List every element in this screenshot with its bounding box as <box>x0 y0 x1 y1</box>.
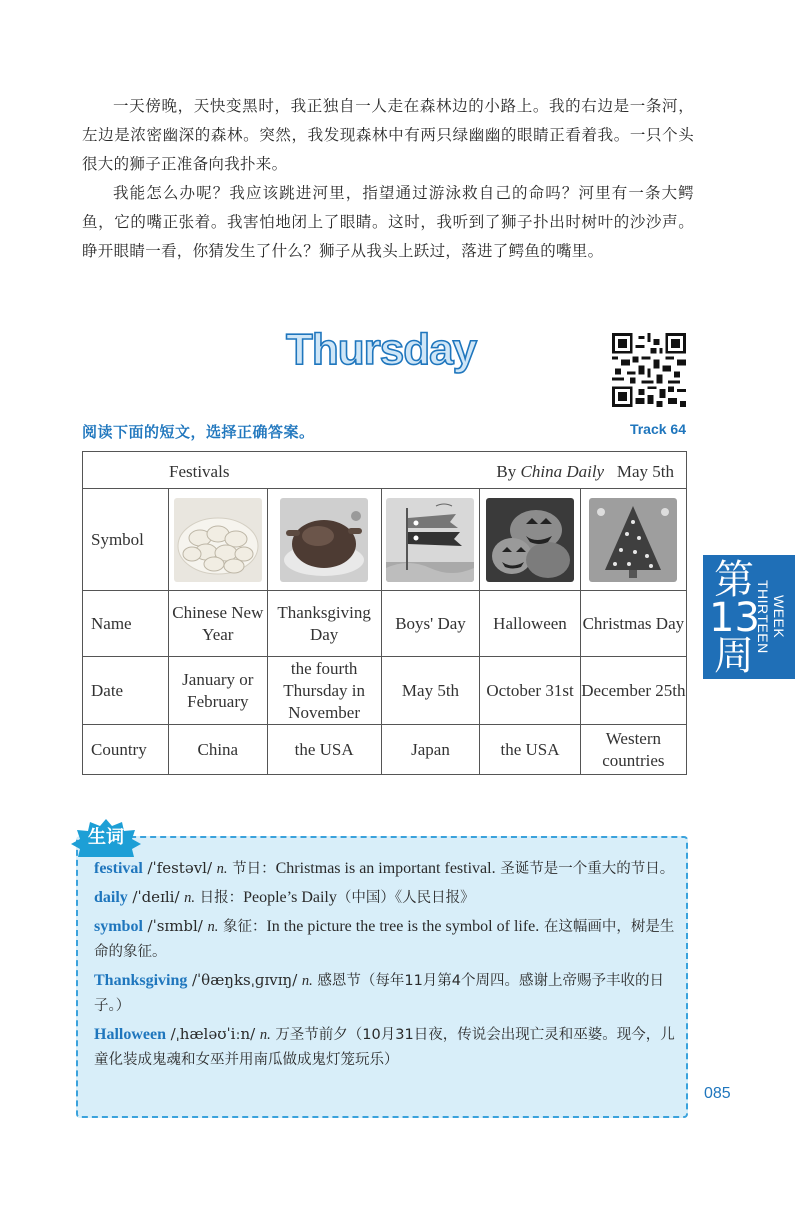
table-byline: By China Daily May 5th <box>496 462 674 481</box>
roast-turkey-icon <box>280 498 368 582</box>
vocab-example-en: Christmas is an important festival. <box>275 860 496 877</box>
row-label: Name <box>83 591 169 657</box>
vocab-word: daily <box>94 889 128 906</box>
vocab-pos: n. <box>216 861 228 877</box>
vocab-definition: 万圣节前夕（10月31日夜，传说会出现亡灵和巫婆。现今，儿童化装成鬼魂和女巫并用南瓜做成鬼灯笼玩乐） <box>94 1027 675 1068</box>
vocab-entry <box>94 968 680 1019</box>
vocab-example-en: In the picture the tree is the symbol of life. <box>266 918 540 935</box>
vocab-phonetic: /ˌhæləʊˈiːn/ <box>170 1025 256 1043</box>
vocab-word: Thanksgiving <box>94 972 188 989</box>
vocab-phonetic: /ˈsɪmbl/ <box>147 917 203 935</box>
vocab-definition: 感恩节（每年11月第4个周四。感谢上帝赐予丰收的日子。） <box>94 973 665 1014</box>
vocab-example-cn: 圣诞节是一个重大的节日。 <box>500 861 675 877</box>
vocab-entry <box>94 885 680 911</box>
symbol-cell <box>267 489 381 591</box>
section-title: Thursday <box>286 325 477 374</box>
symbol-cell <box>381 489 480 591</box>
byline-source: China Daily <box>520 462 605 481</box>
audio-track-label[interactable]: Track 64 <box>629 421 686 437</box>
table-header-cell <box>83 452 687 489</box>
table-cell: Japan <box>381 725 480 775</box>
page-number: 085 <box>704 1085 731 1102</box>
week-label-en: WEEK THIRTEEN <box>755 580 787 654</box>
qr-code-icon[interactable] <box>612 332 686 408</box>
table-header-row <box>83 452 687 489</box>
vocabulary-list <box>94 856 680 1076</box>
row-label: Date <box>83 657 169 725</box>
vocab-phonetic: /ˈfestəvl/ <box>147 859 213 877</box>
dumplings-icon <box>174 498 262 582</box>
vocab-word: festival <box>94 860 143 877</box>
vocab-word: Halloween <box>94 1026 166 1043</box>
vocab-definition: 象征： <box>222 919 267 935</box>
vocab-example-cn: 在这幅画中，树是生命的象征。 <box>94 919 675 960</box>
christmas-tree-icon <box>589 498 677 582</box>
table-row <box>83 725 687 775</box>
table-heading: Festivals <box>169 462 230 481</box>
story-text <box>82 92 694 266</box>
vocab-pos: n. <box>184 890 195 906</box>
vocab-example-en: People’s Daily <box>243 889 337 906</box>
vocabulary-badge: 生词 <box>70 818 142 858</box>
jack-o-lantern-icon <box>486 498 574 582</box>
table-cell: Western countries <box>580 725 686 775</box>
week-side-tab <box>703 555 795 679</box>
row-label: Country <box>83 725 169 775</box>
table-row <box>83 657 687 725</box>
symbol-cell <box>580 489 686 591</box>
byline-date: May 5th <box>616 462 674 481</box>
table-cell: the USA <box>267 725 381 775</box>
table-cell: Christmas Day <box>580 591 686 657</box>
vocab-pos: n. <box>259 1027 271 1043</box>
table-cell: December 25th <box>580 657 686 725</box>
row-label: Symbol <box>83 489 169 591</box>
story-paragraph: 我能怎么办呢？我应该跳进河里，指望通过游泳救自己的命吗？河里有一条大鳄鱼，它的嘴正张着。我害怕地闭上了眼睛。这时，我听到了狮子扑出时树叶的沙沙声。睁开眼睛一看，你猜发生了什么？狮子从我头上跃过，落进了鳄鱼的嘴里。 <box>82 184 694 260</box>
story-paragraph: 一天傍晚，天快变黑时，我正独自一人走在森林边的小路上。我的右边是一条河，左边是浓密幽深的森林。突然，我发现森林中有两只绿幽幽的眼睛正看着我。一只个头很大的狮子正准备向我扑来。 <box>82 97 694 173</box>
vocab-pos: n. <box>301 973 313 989</box>
festival-table <box>82 451 687 775</box>
table-cell: the fourth Thursday in November <box>267 657 381 725</box>
table-cell: October 31st <box>480 657 580 725</box>
vocab-entry <box>94 1022 680 1073</box>
vocab-phonetic: /ˈθæŋksˌɡɪvɪŋ/ <box>192 971 298 989</box>
vocab-phonetic: /ˈdeɪli/ <box>132 888 180 906</box>
table-cell: China <box>169 725 268 775</box>
symbol-cell <box>169 489 268 591</box>
table-cell: Chinese New Year <box>169 591 268 657</box>
table-row <box>83 591 687 657</box>
table-row <box>83 489 687 591</box>
symbol-cell <box>480 489 580 591</box>
vocab-definition: 日报： <box>199 890 244 906</box>
table-cell: Thanksgiving Day <box>267 591 381 657</box>
vocab-example-cn: （中国）《人民日报》 <box>336 890 475 906</box>
table-cell: Boys' Day <box>381 591 480 657</box>
vocab-pos: n. <box>207 919 219 935</box>
table-cell: January or February <box>169 657 268 725</box>
table-cell: May 5th <box>381 657 480 725</box>
instruction-text: 阅读下面的短文，选择正确答案。 <box>82 423 315 441</box>
carp-streamer-icon <box>386 498 474 582</box>
table-cell: Halloween <box>480 591 580 657</box>
vocab-entry <box>94 914 680 965</box>
vocab-word: symbol <box>94 918 143 935</box>
week-label-cn: 第13周 <box>709 557 760 679</box>
table-cell: the USA <box>480 725 580 775</box>
vocab-entry <box>94 856 680 882</box>
vocab-definition: 节日： <box>232 861 276 877</box>
